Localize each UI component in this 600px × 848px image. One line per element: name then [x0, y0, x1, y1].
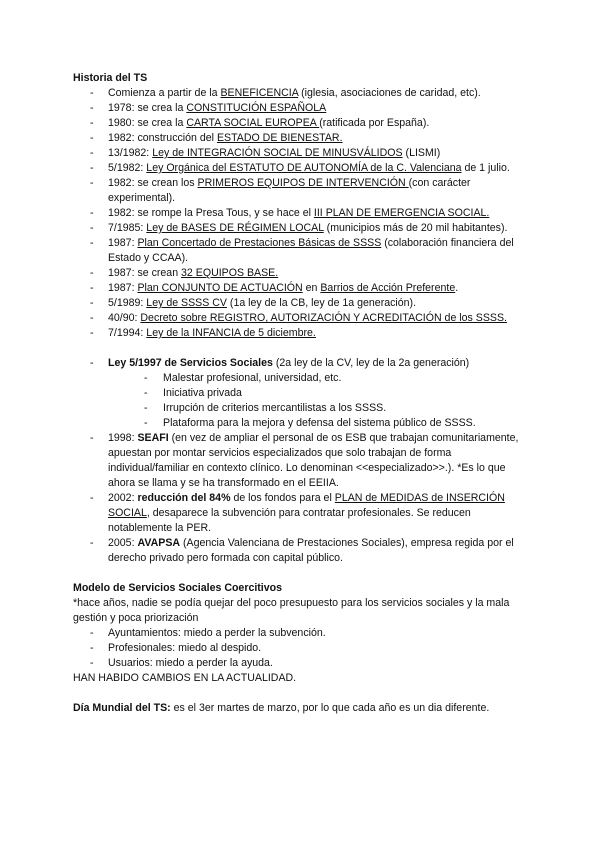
list-item: - 1978: se crea la CONSTITUCIÓN ESPAÑOLA [73, 101, 523, 116]
list-item: - 7/1994: Ley de la INFANCIA de 5 diciembre. [73, 326, 523, 341]
list-item-ley5: - Ley 5/1997 de Servicios Sociales (2a ley de la CV, ley de la 2a generación) - Malestar profesional, universidad, etc. - Iniciativa privada - Irrupción de criterios mercantilistas a los SSSS. - Plataforma para la mejora y defensa del sistema público de SSSS. [73, 356, 523, 431]
list-item: - 13/1982: Ley de INTEGRACIÓN SOCIAL DE MINUSVÁLIDOS (LISMI) [73, 146, 523, 161]
list-item: - Malestar profesional, universidad, etc. [108, 371, 523, 386]
list-item: - Usuarios: miedo a perder la ayuda. [73, 656, 523, 671]
list-item: - Plataforma para la mejora y defensa del sistema público de SSSS. [108, 416, 523, 431]
historia-list [73, 86, 523, 341]
list-item-avapsa: - 2005: AVAPSA (Agencia Valenciana de Prestaciones Sociales), empresa regida por el derecho privado pero formada con capital público. [73, 536, 523, 566]
list-item: - Irrupción de criterios mercantilistas a los SSSS. [108, 401, 523, 416]
list-item: - 1980: se crea la CARTA SOCIAL EUROPEA (ratificada por España). [73, 116, 523, 131]
modelo-outro: HAN HABIDO CAMBIOS EN LA ACTUALIDAD. [73, 672, 297, 684]
list-item: - 5/1989: Ley de SSSS CV (1a ley de la CB, ley de 1a generación). [73, 296, 523, 311]
list-item: - Comienza a partir de la BENEFICENCIA (iglesia, asociaciones de caridad, etc). [73, 86, 523, 101]
list-item-seafi: - 1998: SEAFI (en vez de ampliar el personal de os ESB que trabajan comunitariamente, apuestan por montar servicios especializados que solo trabajan de forma individual/familiar en contexto clínico. Lo denominan <<especializado>>.). *Es lo que ahora se llama y se ha transformado en el EEIIA. [73, 431, 523, 491]
list-item: - 1982: se rompe la Presa Tous, y se hace el III PLAN DE EMERGENCIA SOCIAL. [73, 206, 523, 221]
ley-list [73, 356, 523, 566]
list-item: - 1982: construcción del ESTADO DE BIENESTAR. [73, 131, 523, 146]
historia-heading: Historia del TS [73, 72, 148, 84]
list-item: - Ayuntamientos: miedo a perder la subvención. [73, 626, 523, 641]
list-item: - 1987: Plan Concertado de Prestaciones Básicas de SSSS (colaboración financiera del Estado y CCAA). [73, 236, 523, 266]
list-item: - 1987: se crean 32 EQUIPOS BASE. [73, 266, 523, 281]
list-item: - Profesionales: miedo al despido. [73, 641, 523, 656]
dia-mundial: Día Mundial del TS: es el 3er martes de marzo, por lo que cada año es un dia diferente. [73, 702, 490, 714]
document-page [73, 71, 523, 716]
modelo-list [73, 626, 523, 671]
list-item: - Iniciativa privada [108, 386, 523, 401]
list-item-reduccion: - 2002: reducción del 84% de los fondos para el PLAN de MEDIDAS de INSERCIÓN SOCIAL, desaparece la subvención para contratar profesionales. Se reducen notablemente la PER. [73, 491, 523, 536]
list-item: - 40/90: Decreto sobre REGISTRO, AUTORIZACIÓN Y ACREDITACIÓN de los SSSS. [73, 311, 523, 326]
ley5-sublist [108, 371, 523, 431]
list-item: - 7/1985: Ley de BASES DE RÉGIMEN LOCAL (municipios más de 20 mil habitantes). [73, 221, 523, 236]
list-item: - 5/1982: Ley Orgánica del ESTATUTO DE AUTONOMÍA de la C. Valenciana de 1 julio. [73, 161, 523, 176]
list-item: - 1982: se crean los PRIMEROS EQUIPOS DE INTERVENCIÓN (con carácter experimental). [73, 176, 523, 206]
list-item: - 1987: Plan CONJUNTO DE ACTUACIÓN en Barrios de Acción Preferente. [73, 281, 523, 296]
modelo-intro: *hace años, nadie se podía quejar del poco presupuesto para los servicios sociales y la mala gestión y poca priorización [73, 597, 510, 624]
modelo-heading: Modelo de Servicios Sociales Coercitivos [73, 582, 283, 594]
